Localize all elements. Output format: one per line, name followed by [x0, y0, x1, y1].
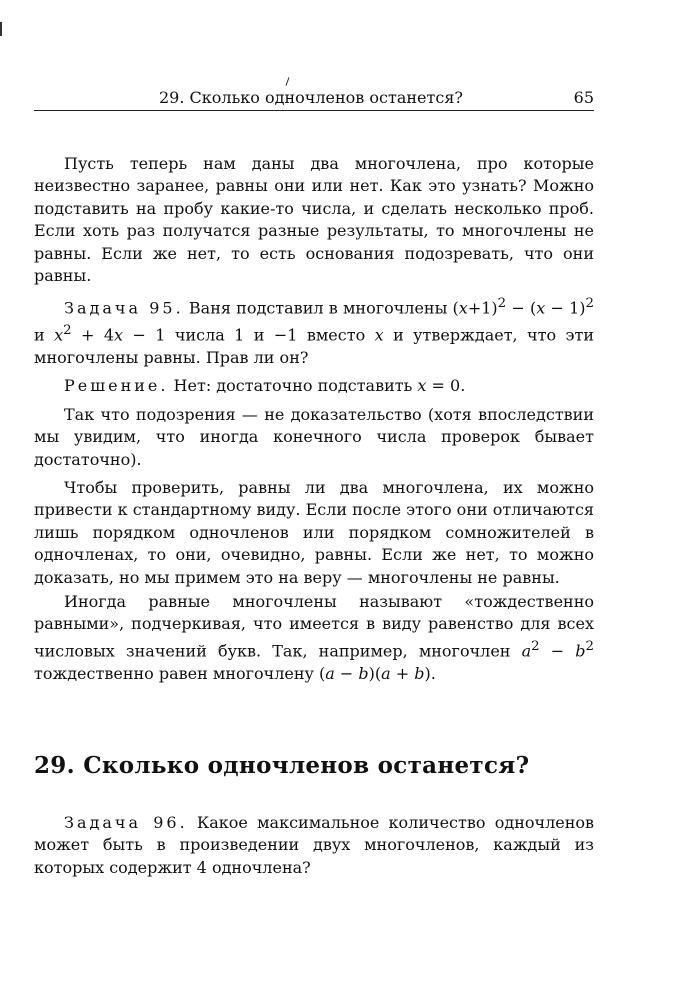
text-block-lower [34, 812, 594, 879]
running-header-title: 29. Сколько одночленов останется? [159, 88, 463, 107]
task-96: Задача 96. Какое максимальное количество одночленов может быть в произведении двух многочленов, каждый из которых содержит 4 одночлена? [34, 813, 595, 877]
task-96-label: Задача 96. [64, 813, 188, 832]
task-95: Задача 95. Ваня подставил в многочлены $(x+1)^2 - (x - 1)^2$ и $x^2 + 4x - 1$ числа 1 и −1 вместо x и утверждает, что эти многочлены равны. Прав ли он? [34, 296, 595, 367]
text-block-upper [34, 153, 594, 685]
section-heading: 29. Сколько одночленов останется? [34, 752, 530, 779]
solution-label: Решение. [64, 376, 169, 396]
paragraph-identity: Иногда равные многочлены называют «тождественно равными», подчеркивая, что имеется в виду равенство для всех числовых значений букв. Так, например, многочлен $a^2 - b^2$ тождественно равен многочлену (a − b)(a + b). [34, 591, 594, 683]
task-95-label: Задача 95. [64, 298, 184, 318]
running-header [34, 88, 594, 111]
paragraph-intro: Пусть теперь нам даны два многочлена, про которые неизвестно заранее, равны они или нет. Как это узнать? Можно подставить на пробу какие-то числа, и сделать несколько проб. Если хоть раз получатся разные результаты, то многочлены не равны. Если же нет, то есть основания подозревать, что они равны. [34, 154, 594, 286]
page-number: 65 [573, 88, 594, 107]
scan-artifact-top [285, 77, 289, 86]
paragraph-suspicion: Так что подозрения — не доказательство (хотя впоследствии мы увидим, что иногда конечного числа проверок бывает достаточно). [34, 404, 594, 469]
solution-95: Решение. Нет: достаточно подставить x = 0. [64, 376, 466, 396]
scan-artifact-left [0, 22, 2, 36]
paragraph-standard-form: Чтобы проверить, равны ли два многочлена, их можно привести к стандартному виду. Если после этого они отличаются лишь порядком одночленов или порядком сомножителей в одночленах, то они, очевидно, равны. Если же нет, то можно доказать, но мы примем это на веру — многочлены не равны. [34, 477, 594, 587]
